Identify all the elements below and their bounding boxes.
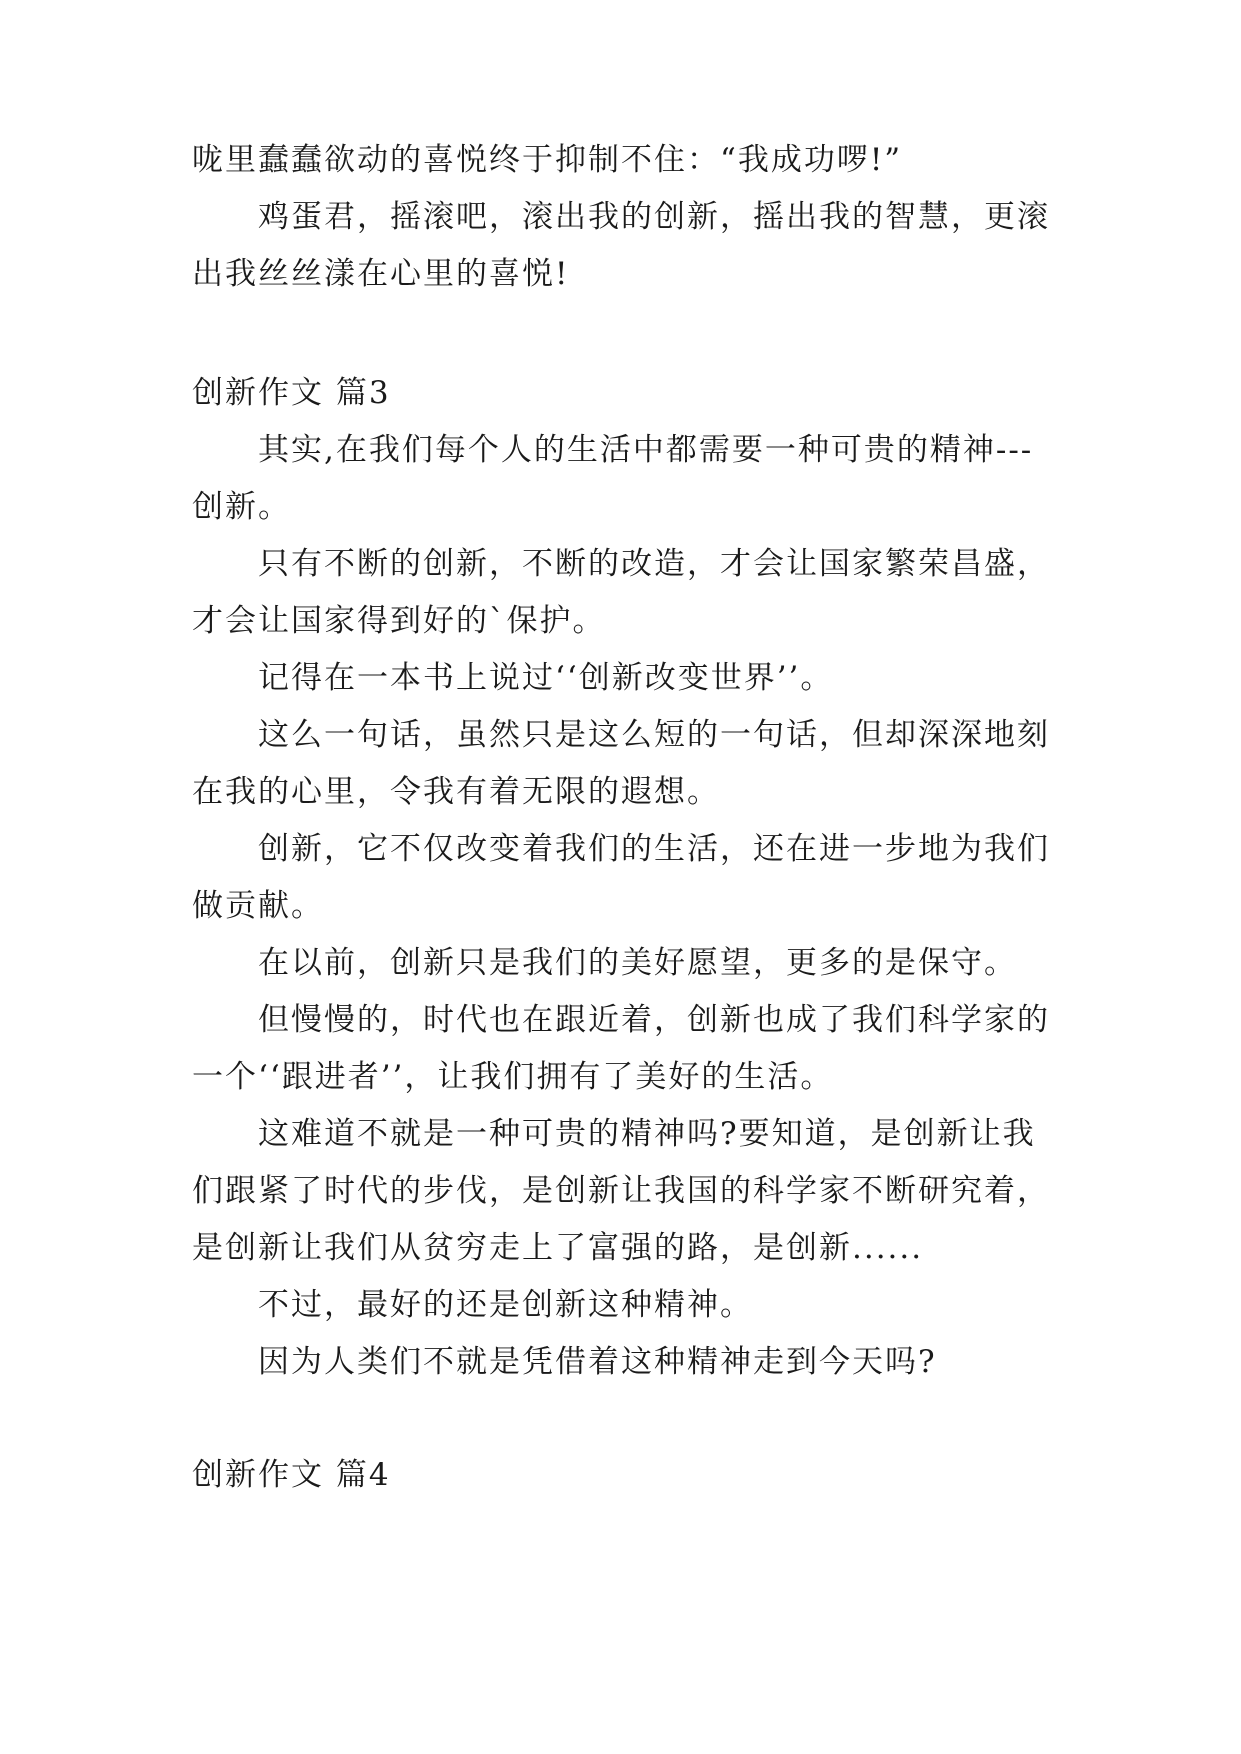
paragraph-line: 但慢慢的，时代也在跟近着，创新也成了我们科学家的: [258, 1002, 1050, 1038]
essay-2-ending: [192, 132, 1062, 303]
paragraph-line: 不过，最好的还是创新这种精神。: [258, 1287, 753, 1323]
essay-4: [192, 1447, 1062, 1504]
essay-heading: 创新作文 篇4: [192, 1457, 391, 1493]
paragraph-line: 做贡献。: [192, 888, 324, 924]
paragraph-line: 其实,在我们每个人的生活中都需要一种可贵的精神---: [258, 432, 1034, 468]
paragraph-line: 一个‘‘跟进者’’，让我们拥有了美好的生活。: [192, 1059, 834, 1095]
paragraph-line: 创新，它不仅改变着我们的生活，还在进一步地为我们: [258, 831, 1050, 867]
paragraph-line: 创新。: [192, 489, 291, 525]
paragraph-line: 鸡蛋君，摇滚吧，滚出我的创新，摇出我的智慧，更滚: [258, 199, 1050, 235]
paragraph-line: 这么一句话，虽然只是这么短的一句话，但却深深地刻: [258, 717, 1050, 753]
paragraph-line: 在我的心里，令我有着无限的遐想。: [192, 774, 720, 810]
paragraph-line: 才会让国家得到好的`保护。: [192, 603, 606, 639]
essay-heading: 创新作文 篇3: [192, 375, 391, 411]
paragraph-line: 出我丝丝漾在心里的喜悦!: [192, 256, 570, 292]
document-page: [192, 132, 1062, 1504]
paragraph-line: 这难道不就是一种可贵的精神吗?要知道，是创新让我: [258, 1116, 1036, 1152]
essay-3: [192, 365, 1062, 1391]
paragraph-line: 只有不断的创新，不断的改造，才会让国家繁荣昌盛，: [258, 546, 1050, 582]
paragraph-line: 们跟紧了时代的步伐，是创新让我国的科学家不断研究着，: [192, 1173, 1050, 1209]
paragraph-line: 咙里蠢蠢欲动的喜悦终于抑制不住：“我成功啰!”: [192, 142, 903, 178]
paragraph-line: 记得在一本书上说过‘‘创新改变世界’’。: [258, 660, 834, 696]
paragraph-line: 是创新让我们从贫穷走上了富强的路，是创新......: [192, 1230, 924, 1266]
paragraph-line: 在以前，创新只是我们的美好愿望，更多的是保守。: [258, 945, 1017, 981]
paragraph-line: 因为人类们不就是凭借着这种精神走到今天吗?: [258, 1344, 937, 1380]
